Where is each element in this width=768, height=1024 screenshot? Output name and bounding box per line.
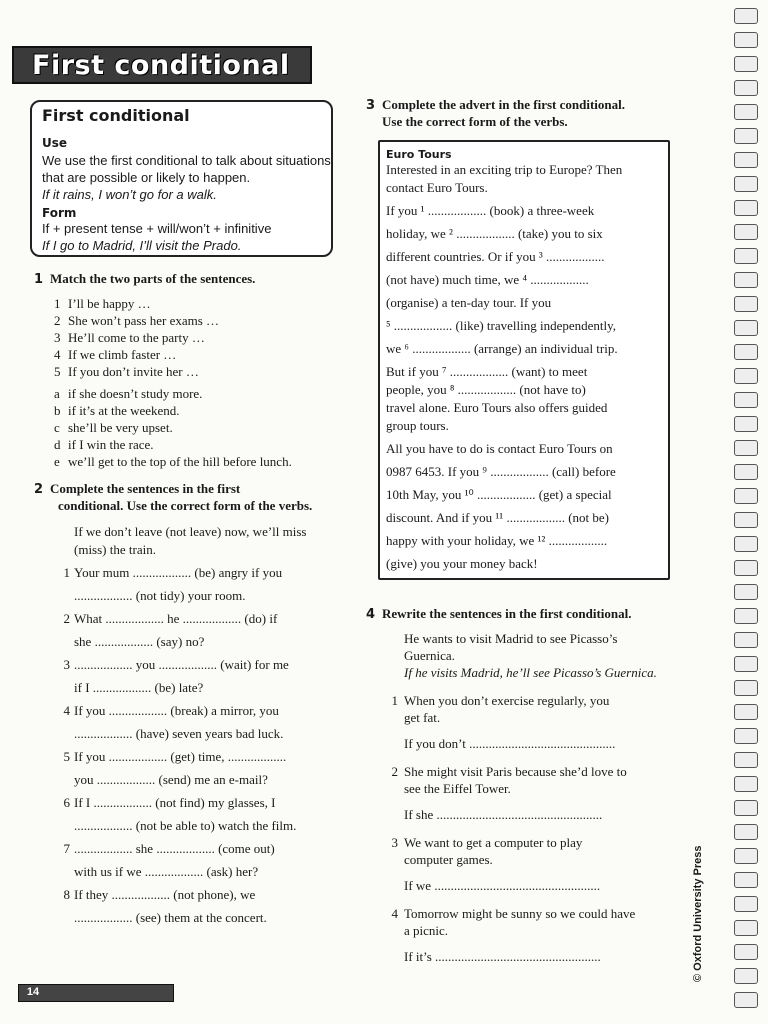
- grammar-info-box: [30, 100, 333, 257]
- advert-line: 10th May, you ¹⁰ .................. (get) a special: [386, 487, 612, 502]
- ex1-option: [54, 454, 292, 470]
- ex4-item-text: When you don’t exercise regularly, you: [404, 693, 610, 708]
- side-tab-mark: [734, 776, 758, 792]
- exercise-1-items: [54, 296, 292, 380]
- ex2-line-text: if I .................. (be) late?: [74, 680, 204, 695]
- ex1-option-letter: a: [54, 386, 60, 401]
- side-tab-mark: [734, 944, 758, 960]
- ex1-item-text: She won’t pass her exams …: [68, 313, 220, 328]
- ex2-line-number: 1: [63, 565, 70, 580]
- ex2-line: [34, 565, 312, 581]
- page-title-banner: [12, 46, 312, 84]
- page-number: 14: [26, 986, 40, 998]
- side-tab-mark: [734, 176, 758, 192]
- ex2-line: [34, 910, 312, 926]
- side-tab-mark: [734, 848, 758, 864]
- ex1-item-number: 4: [54, 347, 61, 362]
- exercise-3-number: 3: [366, 98, 376, 113]
- side-tab-mark: [734, 896, 758, 912]
- form-label: Form: [42, 206, 77, 220]
- ex4-item-line-1: [366, 835, 657, 851]
- exercise-4-number: 4: [366, 607, 376, 622]
- ex4-answer-line: If you don’t .............................................: [404, 736, 616, 751]
- advert-line: holiday, we ² .................. (take) you to six: [386, 226, 603, 241]
- ex1-item-text: If you don’t invite her …: [68, 364, 199, 379]
- side-tab-mark: [734, 392, 758, 408]
- form-example: If I go to Madrid, I’ll visit the Prado.: [42, 238, 242, 253]
- ex4-item-line-1: [366, 764, 657, 780]
- ex2-line: [34, 818, 312, 834]
- advert-line: (give) you your money back!: [386, 556, 538, 571]
- exercise-3: [366, 97, 625, 130]
- advert-line: All you have to do is contact Euro Tours on: [386, 441, 613, 456]
- ex2-line-number: 3: [63, 657, 70, 672]
- advert-line: contact Euro Tours.: [386, 180, 488, 195]
- side-tab-mark: [734, 872, 758, 888]
- ex4-answer-line: If we ...................................................: [404, 878, 601, 893]
- side-tab-mark: [734, 488, 758, 504]
- side-tab-mark: [734, 728, 758, 744]
- side-tab-mark: [734, 56, 758, 72]
- infobox-title: First conditional: [42, 106, 190, 125]
- side-tab-mark: [734, 800, 758, 816]
- ex2-line: [34, 703, 312, 719]
- exercise-4-items: [366, 693, 657, 965]
- exercise-1-options: [54, 386, 292, 470]
- ex2-line: [34, 726, 312, 742]
- exercise-2-instruction-2: conditional. Use the correct form of the verbs.: [58, 498, 313, 513]
- side-tab-mark: [734, 632, 758, 648]
- exercise-3-instruction-1: Complete the advert in the first conditional.: [382, 97, 626, 112]
- ex2-line-number: 8: [63, 887, 70, 902]
- ex1-option-letter: c: [54, 420, 60, 435]
- ex1-item-text: I’ll be happy …: [68, 296, 151, 311]
- advert-line: we ⁶ .................. (arrange) an individual trip.: [386, 341, 618, 356]
- ex2-line-text: .................. (not tidy) your room.: [74, 588, 246, 603]
- side-tab-mark: [734, 32, 758, 48]
- ex2-line-text: If they .................. (not phone), we: [74, 887, 256, 902]
- ex1-option-letter: d: [54, 437, 61, 452]
- ex2-line-number: 7: [63, 841, 70, 856]
- ex4-item-number: 4: [391, 906, 398, 921]
- exercise-1-number: 1: [34, 272, 44, 287]
- exercise-2-lines: [34, 565, 312, 926]
- ex2-line-number: 4: [63, 703, 70, 718]
- ex4-item: [366, 835, 657, 894]
- ex1-option-text: if she doesn’t study more.: [68, 386, 203, 401]
- use-text-1: We use the first conditional to talk about situations: [42, 153, 331, 168]
- ex4-item-number: 1: [391, 693, 398, 708]
- side-tab-mark: [734, 584, 758, 600]
- side-tab-mark: [734, 704, 758, 720]
- side-tab-mark: [734, 416, 758, 432]
- advert-line: people, you ⁸ .................. (not have to): [386, 382, 586, 397]
- side-tab-mark: [734, 200, 758, 216]
- side-tab-mark: [734, 320, 758, 336]
- ex2-line: [34, 657, 312, 673]
- ex2-line: [34, 841, 312, 857]
- side-tab-mark: [734, 344, 758, 360]
- ex1-option-letter: b: [54, 403, 61, 418]
- ex2-line-text: If you .................. (break) a mirror, you: [74, 703, 279, 718]
- exercise-2-number: 2: [34, 482, 44, 497]
- ex2-line-text: What .................. he .................. (do) if: [74, 611, 278, 626]
- side-tab-mark: [734, 128, 758, 144]
- side-tab-mark: [734, 824, 758, 840]
- advert-line: happy with your holiday, we ¹² ..................: [386, 533, 608, 548]
- advert-line: (organise) a ten-day tour. If you: [386, 295, 552, 310]
- ex2-line: [34, 611, 312, 627]
- advert-line: group tours.: [386, 418, 449, 433]
- ex2-line: [34, 634, 312, 650]
- advert-line: (not have) much time, we ⁴ ..................: [386, 272, 589, 287]
- advert-line: 0987 6453. If you ⁹ .................. (call) before: [386, 464, 616, 479]
- ex2-line: [34, 887, 312, 903]
- ex4-item-number: 3: [391, 835, 398, 850]
- side-tab-mark: [734, 8, 758, 24]
- ex1-item-number: 3: [54, 330, 61, 345]
- advert-line: different countries. Or if you ³ ..................: [386, 249, 605, 264]
- side-tab-mark: [734, 272, 758, 288]
- side-tab-mark: [734, 992, 758, 1008]
- ex4-item-line-1: [366, 906, 657, 922]
- side-tab-mark: [734, 968, 758, 984]
- ex2-line: [34, 772, 312, 788]
- exercise-4-example-2: Guernica.: [404, 648, 455, 663]
- euro-tours-advert: [378, 140, 670, 580]
- side-tab-mark: [734, 680, 758, 696]
- ex1-option: [54, 386, 292, 402]
- form-text: If + present tense + will/won’t + infinitive: [42, 221, 272, 236]
- ex2-line: [34, 749, 312, 765]
- advert-title: Euro Tours: [386, 148, 452, 161]
- ex1-option: [54, 437, 292, 453]
- publisher-credit: [688, 806, 708, 996]
- advert-line: If you ¹ .................. (book) a three-week: [386, 203, 595, 218]
- ex1-item: [54, 347, 292, 363]
- ex2-line-number: 2: [63, 611, 70, 626]
- publisher-text: © Oxford University Press: [692, 845, 704, 982]
- ex2-line-text: she .................. (say) no?: [74, 634, 205, 649]
- ex2-line-text: .................. (have) seven years bad luck.: [74, 726, 284, 741]
- ex4-item-text: Tomorrow might be sunny so we could have: [404, 906, 636, 921]
- advert-lines: [386, 160, 622, 572]
- exercise-2-example-1: If we don’t leave (not leave) now, we’ll miss: [74, 524, 307, 539]
- ex1-item-number: 2: [54, 313, 61, 328]
- ex1-item: [54, 330, 292, 346]
- advert-line: But if you ⁷ .................. (want) to meet: [386, 364, 588, 379]
- ex1-item: [54, 296, 292, 312]
- side-tab-mark: [734, 440, 758, 456]
- side-tab-mark: [734, 104, 758, 120]
- side-tab-mark: [734, 656, 758, 672]
- advert-line: Interested in an exciting trip to Europe? Then: [386, 162, 623, 177]
- side-tab-mark: [734, 80, 758, 96]
- side-tab-mark: [734, 608, 758, 624]
- ex2-line: [34, 864, 312, 880]
- ex2-line: [34, 795, 312, 811]
- exercise-2-example-2: (miss) the train.: [74, 542, 156, 557]
- ex4-item-number: 2: [391, 764, 398, 779]
- ex1-item: [54, 364, 292, 380]
- ex4-item-line-2: computer games.: [404, 852, 493, 867]
- ex1-item: [54, 313, 292, 329]
- side-tab-mark: [734, 752, 758, 768]
- exercise-2: [34, 481, 312, 926]
- ex1-item-number: 5: [54, 364, 61, 379]
- side-tab-mark: [734, 464, 758, 480]
- side-tab-mark: [734, 920, 758, 936]
- exercise-3-instruction-2: Use the correct form of the verbs.: [382, 114, 568, 129]
- use-text-2: that are possible or likely to happen.: [42, 170, 251, 185]
- ex4-item-line-2: see the Eiffel Tower.: [404, 781, 511, 796]
- ex2-line-text: Your mum .................. (be) angry if you: [74, 565, 283, 580]
- exercise-2-instruction-1: Complete the sentences in the first: [50, 481, 241, 496]
- ex2-line-text: If I .................. (not find) my glasses, I: [74, 795, 276, 810]
- side-tab-mark: [734, 248, 758, 264]
- advert-line: discount. And if you ¹¹ .................. (not be): [386, 510, 609, 525]
- exercise-4-example-1: He wants to visit Madrid to see Picasso’s: [404, 631, 618, 646]
- ex4-item-line-1: [366, 693, 657, 709]
- ex2-line-number: 5: [63, 749, 70, 764]
- ex2-line-text: .................. (see) them at the concert.: [74, 910, 267, 925]
- ex4-item-line-2: a picnic.: [404, 923, 449, 938]
- ex1-option-text: if it’s at the weekend.: [68, 403, 180, 418]
- ex1-option-letter: e: [54, 454, 60, 469]
- advert-line: travel alone. Euro Tours also offers guided: [386, 400, 608, 415]
- ex2-line-text: with us if we .................. (ask) her?: [74, 864, 259, 879]
- ex2-line: [34, 588, 312, 604]
- side-decorative-strip: [728, 0, 768, 1024]
- ex2-line-number: 6: [63, 795, 70, 810]
- side-tab-mark: [734, 224, 758, 240]
- ex4-item-text: She might visit Paris because she’d love to: [404, 764, 627, 779]
- side-tab-mark: [734, 368, 758, 384]
- ex4-item: [366, 693, 657, 752]
- exercise-4: [366, 606, 657, 965]
- side-tab-mark: [734, 536, 758, 552]
- ex4-answer-line: If she ...................................................: [404, 807, 603, 822]
- ex1-option-text: she’ll be very upset.: [68, 420, 173, 435]
- ex1-item-text: He’ll come to the party …: [68, 330, 205, 345]
- ex1-option: [54, 420, 292, 436]
- ex1-option-text: we’ll get to the top of the hill before lunch.: [68, 454, 292, 469]
- ex4-item-line-2: get fat.: [404, 710, 441, 725]
- exercise-1: [34, 271, 292, 470]
- side-tab-mark: [734, 512, 758, 528]
- ex4-answer-line: If it’s ...................................................: [404, 949, 601, 964]
- side-tab-mark: [734, 560, 758, 576]
- ex1-option: [54, 403, 292, 419]
- ex4-item: [366, 906, 657, 965]
- use-example: If it rains, I won’t go for a walk.: [42, 187, 217, 202]
- ex2-line-text: .................. (not be able to) watch the film.: [74, 818, 297, 833]
- ex1-option-text: if I win the race.: [68, 437, 154, 452]
- exercise-1-instruction: Match the two parts of the sentences.: [50, 271, 256, 286]
- ex2-line-text: .................. she .................. (come out): [74, 841, 275, 856]
- side-tab-mark: [734, 296, 758, 312]
- ex2-line-text: If you .................. (get) time, ..................: [74, 749, 287, 764]
- ex1-item-text: If we climb faster …: [68, 347, 177, 362]
- advert-line: ⁵ .................. (like) travelling independently,: [386, 318, 617, 333]
- page-title: First conditional: [32, 49, 290, 81]
- use-label: Use: [42, 136, 68, 150]
- ex2-line-text: you .................. (send) me an e-mail?: [74, 772, 268, 787]
- ex2-line-text: .................. you .................. (wait) for me: [74, 657, 289, 672]
- exercise-4-example-3: If he visits Madrid, he’ll see Picasso’s Guernica.: [404, 665, 657, 680]
- exercise-4-instruction: Rewrite the sentences in the first conditional.: [382, 606, 632, 621]
- side-tab-mark: [734, 152, 758, 168]
- ex1-item-number: 1: [54, 296, 61, 311]
- ex4-item-text: We want to get a computer to play: [404, 835, 583, 850]
- ex4-item: [366, 764, 657, 823]
- ex2-line: [34, 680, 312, 696]
